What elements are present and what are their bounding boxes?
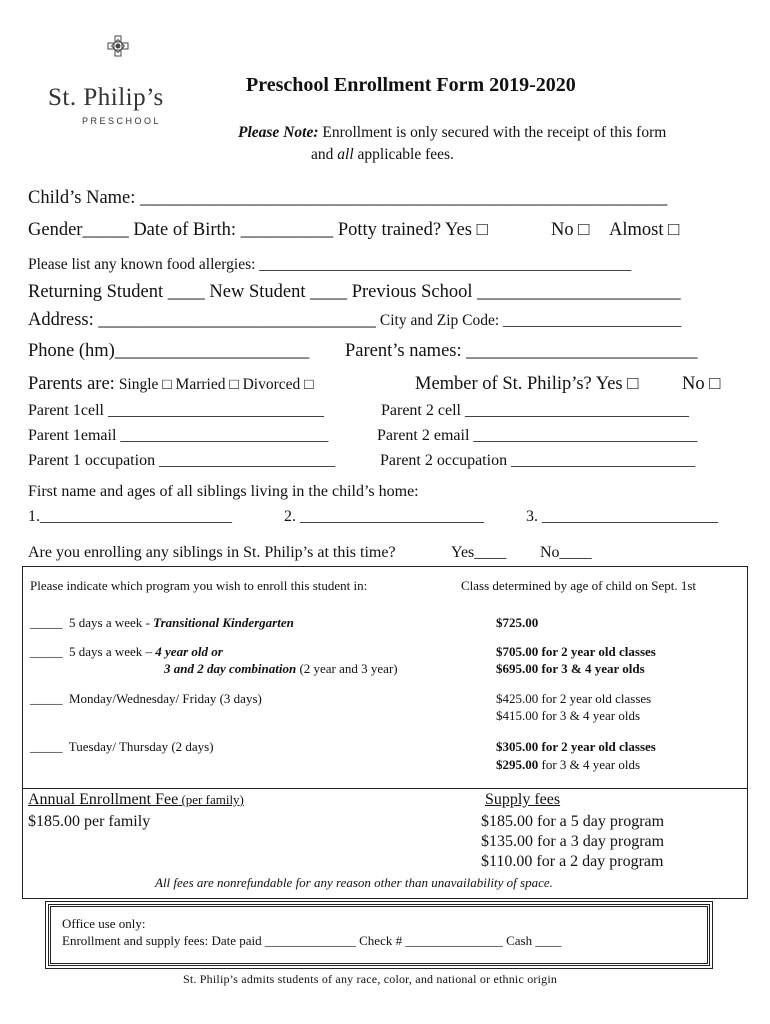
program-3-row xyxy=(30,691,262,707)
enrolling-siblings-yes[interactable]: Yes____ xyxy=(451,544,507,561)
program-4-price-1: $305.00 for 2 year old classes xyxy=(496,739,656,754)
st-philips-cross-logo-icon xyxy=(40,34,200,84)
program-2-price-1: $705.00 for 2 year old classes xyxy=(496,644,656,659)
logo-name: St. Philip’s xyxy=(48,84,164,111)
program-1-name: Transitional Kindergarten xyxy=(153,615,294,630)
sibling-2-field[interactable]: 2. _______________________ xyxy=(284,508,484,525)
note-text-2a: and xyxy=(311,146,338,163)
nonrefundable-note: All fees are nonrefundable for any reason other than unavailability of space. xyxy=(155,875,553,890)
class-age-note: Class determined by age of child on Sept. 1st xyxy=(461,578,697,593)
member-no-checkbox[interactable]: No □ xyxy=(682,374,721,394)
address-row xyxy=(28,310,681,331)
office-use-label: Office use only: xyxy=(62,916,146,931)
program-2-row xyxy=(30,644,223,660)
program-4-price-2-label: for 3 & 4 year olds xyxy=(538,757,641,772)
city-zip-field[interactable]: City and Zip Code: _______________________ xyxy=(379,312,682,329)
parent1-occupation-field[interactable]: Parent 1 occupation ______________________ xyxy=(28,452,336,469)
form-title: Preschool Enrollment Form 2019-2020 xyxy=(246,74,576,96)
program-2-label: 5 days a week – xyxy=(69,644,156,659)
parent2-cell-field[interactable]: Parent 2 cell ____________________________ xyxy=(381,402,689,419)
supply-fee-2-day: $110.00 for a 2 day program xyxy=(481,853,664,870)
parents-are-label: Parents are: xyxy=(28,374,115,394)
note-text-2b: all xyxy=(337,146,354,163)
program-2-row-2 xyxy=(164,661,398,677)
parents-are-row xyxy=(28,374,313,395)
note-line-1 xyxy=(238,124,666,142)
program-2-years: (2 year and 3 year) xyxy=(296,661,398,676)
program-2-blank[interactable]: _____ xyxy=(30,644,63,659)
annual-fee-value: $185.00 per family xyxy=(28,813,151,830)
supply-fee-5-day: $185.00 for a 5 day program xyxy=(481,813,665,830)
enrolling-siblings-question: Are you enrolling any siblings in St. Philip’s at this time? xyxy=(28,544,396,561)
supply-fee-3-day: $135.00 for a 3 day program xyxy=(481,833,665,850)
address-field[interactable]: Address: ______________________________ xyxy=(28,310,376,330)
student-status-field[interactable]: Returning Student ____ New Student ____ Previous School ______________________ xyxy=(28,282,681,302)
logo-sub: PRESCHOOL xyxy=(82,116,162,126)
parent-names-field[interactable]: Parent’s names: _________________________ xyxy=(345,341,698,361)
note-text-2c: applicable fees. xyxy=(353,146,454,163)
phone-field[interactable]: Phone (hm)_____________________ xyxy=(28,341,310,361)
child-name-field[interactable]: Child’s Name: _________________________________________________________ xyxy=(28,188,668,208)
program-4-blank[interactable]: _____ xyxy=(30,739,63,754)
supply-fees-label: Supply fees xyxy=(485,791,561,808)
parent1-email-field[interactable]: Parent 1email __________________________ xyxy=(28,427,329,444)
marital-status-checkboxes[interactable]: Single □ Married □ Divorced □ xyxy=(118,376,314,393)
program-1-row xyxy=(30,615,294,631)
program-4-row xyxy=(30,739,214,755)
allergies-field[interactable]: Please list any known food allergies: ________________________________________________ xyxy=(28,256,632,273)
parent1-cell-field[interactable]: Parent 1cell ___________________________ xyxy=(28,402,324,419)
program-4-price-2-amount: $295.00 xyxy=(496,757,539,772)
annual-fee-heading xyxy=(28,791,244,809)
sibling-1-field[interactable]: 1.________________________ xyxy=(28,508,232,525)
program-2-combo: 3 and 2 day combination xyxy=(164,661,297,676)
parent2-occupation-field[interactable]: Parent 2 occupation _______________________ xyxy=(380,452,696,469)
program-3-price-2: $415.00 for 3 & 4 year olds xyxy=(496,708,641,723)
gender-dob-potty-field[interactable]: Gender_____ Date of Birth: __________ Potty trained? Yes □ xyxy=(28,220,488,240)
note-line-2 xyxy=(311,146,454,164)
program-3-label: Monday/Wednesday/ Friday (3 days) xyxy=(69,691,262,706)
note-label: Please Note: xyxy=(238,124,319,141)
program-3-blank[interactable]: _____ xyxy=(30,691,63,706)
enrolling-siblings-no[interactable]: No____ xyxy=(540,544,592,561)
annual-fee-label: Annual Enrollment Fee xyxy=(28,791,179,808)
program-1-blank[interactable]: _____ xyxy=(30,615,63,630)
program-4-label: Tuesday/ Thursday (2 days) xyxy=(68,739,214,754)
annual-fee-sub: (per family) xyxy=(178,792,244,807)
potty-no-checkbox[interactable]: No □ xyxy=(551,220,590,240)
program-instruction: Please indicate which program you wish to enroll this student in: xyxy=(30,578,368,593)
program-1-price: $725.00 xyxy=(496,615,539,630)
program-3-price-1: $425.00 for 2 year old classes xyxy=(496,691,652,706)
parent2-email-field[interactable]: Parent 2 email ____________________________ xyxy=(377,427,698,444)
member-yes-checkbox[interactable]: Member of St. Philip’s? Yes □ xyxy=(415,374,639,394)
siblings-label: First name and ages of all siblings living in the child’s home: xyxy=(28,483,419,500)
potty-almost-checkbox[interactable]: Almost □ xyxy=(609,220,680,240)
office-use-fields[interactable]: Enrollment and supply fees: Date paid ______________ Check # _______________ Cash ____ xyxy=(62,933,562,948)
program-4-price-2-row xyxy=(496,757,640,773)
note-text-1: Enrollment is only secured with the receipt of this form xyxy=(318,124,667,141)
sibling-3-field[interactable]: 3. ______________________ xyxy=(526,508,718,525)
program-1-label: 5 days a week - xyxy=(69,615,154,630)
nondiscrimination-footer: St. Philip’s admits students of any race, color, and national or ethnic origin xyxy=(183,972,558,986)
program-2-price-2: $695.00 for 3 & 4 year olds xyxy=(496,661,645,676)
program-2-name: 4 year old or xyxy=(155,644,223,659)
